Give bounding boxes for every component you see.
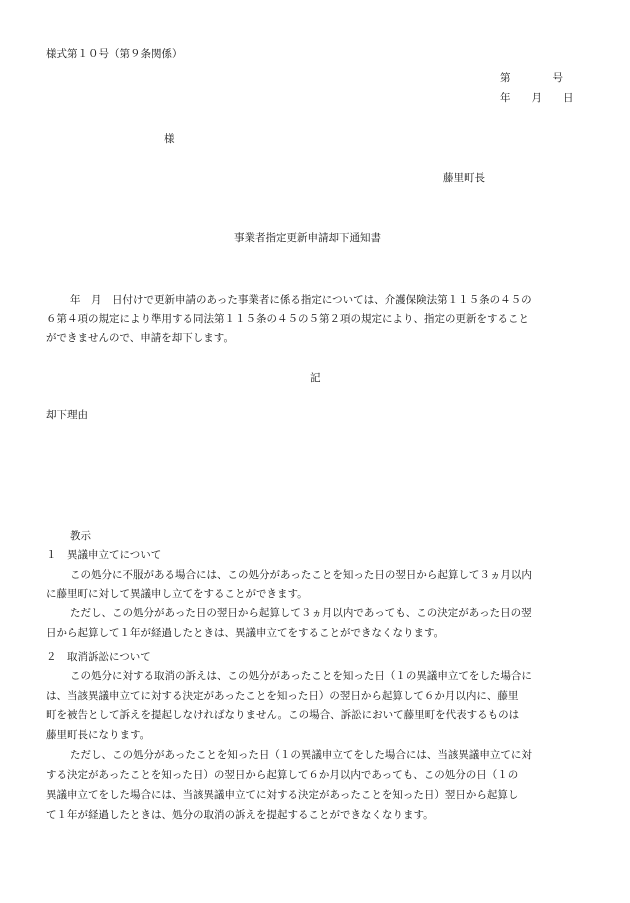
document-title: 事業者指定更新申請却下通知書 xyxy=(234,232,381,244)
addressee-honorific: 様 xyxy=(164,133,175,145)
form-label: 様式第１０号（第９条関係） xyxy=(46,48,183,60)
document-number: 第 号 xyxy=(500,72,563,84)
section-1-p2-line-2: 日から起算して１年が経過したときは、異議申立てをすることができなくなります。 xyxy=(46,627,445,639)
body-line-3: ができませんので、申請を却下します。 xyxy=(46,332,234,344)
section-2-title: ２ 取消訴訟について xyxy=(46,651,151,663)
section-2-p1-line-4: 藤里町長になります。 xyxy=(46,729,151,741)
section-2-p1-line-2: は、当該異議申立てに対する決定があったことを知った日）の翌日から起算して６か月以内に、藤里 xyxy=(46,690,519,702)
body-line-1: 年 月 日付けで更新申請のあった事業者に係る指定については、介護保険法第１１５条の４５の xyxy=(70,294,532,306)
section-2-p2-line-3: 異議申立てをした場合には、当該異議申立てに対する決定があったことを知った日）翌日から起算し xyxy=(46,789,519,801)
section-2-p2-line-4: て１年が経過したときは、処分の取消の訴えを提起することができなくなります。 xyxy=(46,809,434,821)
ki-mark: 記 xyxy=(310,372,321,384)
document-date: 年 月 日 xyxy=(500,92,574,104)
section-1-p1-line-1: この処分に不服がある場合には、この処分があったことを知った日の翌日から起算して３ヵ月以内 xyxy=(70,569,532,581)
section-2-p1-line-1: この処分に対する取消の訴えは、この処分があったことを知った日（１の異議申立てをした場合に xyxy=(70,670,532,682)
section-2-p1-line-3: 町を被告として訴えを提起しなければなりません。この場合、訴訟において藤里町を代表するものは xyxy=(46,709,520,721)
section-1-title: １ 異議申立てについて xyxy=(46,549,162,561)
section-1-p2-line-1: ただし、この処分があった日の翌日から起算して３ヵ月以内であっても、この決定があった日の翌 xyxy=(70,607,532,619)
section-2-p2-line-1: ただし、この処分があったことを知った日（１の異議申立てをした場合には、当該異議申立てに対 xyxy=(70,749,532,761)
section-2-p2-line-2: する決定があったことを知った日）の翌日から起算して６か月以内であっても、この処分の日（１の xyxy=(46,769,519,781)
rejection-reason-label: 却下理由 xyxy=(46,409,88,421)
section-1-p1-line-2: に藤里町に対して異議申し立てをすることができます。 xyxy=(46,588,308,600)
sender-name: 藤里町長 xyxy=(443,172,485,184)
body-line-2: ６第４項の規定により準用する同法第１１５条の４５の５第２項の規定により、指定の更新をすること xyxy=(46,313,529,325)
notice-heading: 教示 xyxy=(70,530,91,542)
